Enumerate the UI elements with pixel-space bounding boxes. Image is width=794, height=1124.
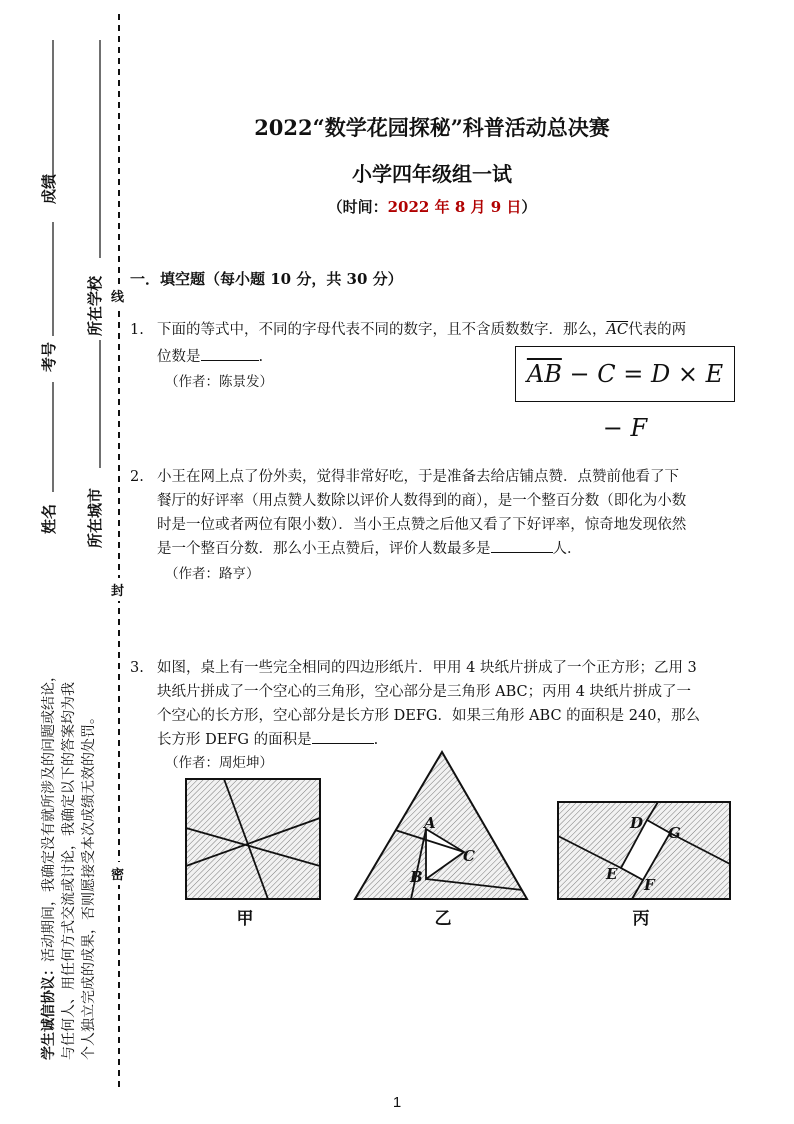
page-number: 1 bbox=[392, 1094, 402, 1111]
q3-answer-blank[interactable] bbox=[312, 729, 374, 744]
caption-bing: 丙 bbox=[632, 909, 650, 929]
q1-author: （作者：陈景发） bbox=[165, 374, 273, 390]
section-heading: 一．填空题（每小题 10 分，共 30 分） bbox=[130, 270, 403, 288]
q2-answer-blank[interactable] bbox=[491, 538, 553, 553]
q3-line-1: 如图，桌上有一些完全相同的四边形纸片．甲用 4 块纸片拼成了一个正方形；乙用 3 bbox=[157, 660, 697, 676]
integrity-line-3: 个人独立完成的成果，否则愿接受本次成绩无效的处罚。 bbox=[81, 710, 97, 1060]
time-suffix: ） bbox=[521, 198, 537, 216]
point-g: G bbox=[668, 824, 681, 842]
exam-title: 2022“数学花园探秘”科普活动总决赛 bbox=[254, 115, 610, 140]
integrity-title: 学生诚信协议： bbox=[41, 962, 57, 1060]
time-prefix: （时间： bbox=[327, 198, 388, 216]
exam-subtitle: 小学四年级组一试 bbox=[352, 162, 512, 186]
q1-text-a: 下面的等式中，不同的字母代表不同的数字，且不含质数数字．那么， bbox=[157, 322, 607, 338]
point-a: A bbox=[424, 814, 436, 832]
integrity-line-1 bbox=[38, 668, 58, 1060]
name-label: 姓名 bbox=[40, 503, 58, 534]
point-c: C bbox=[463, 847, 475, 865]
integrity-line-2: 与任何人、用任何方式交流或讨论，我确定以下的答案均为我 bbox=[61, 682, 77, 1060]
q2-line-1: 小王在网上点了份外卖，觉得非常好吃，于是准备去给店铺点赞．点赞前他看了下 bbox=[157, 469, 679, 485]
seal-mark-line: 线 bbox=[111, 284, 124, 307]
q3-text-end: . bbox=[373, 732, 379, 748]
q1-text-end: . bbox=[258, 349, 264, 365]
q1-text-b: 代表的两 bbox=[628, 322, 687, 338]
exam-time bbox=[0, 196, 794, 217]
time-value: 2022 年 8 月 9 日 bbox=[387, 198, 522, 216]
point-e: E bbox=[606, 865, 618, 883]
q1-number: 1. bbox=[130, 322, 144, 338]
city-label: 所在城市 bbox=[86, 487, 104, 548]
score-label: 成绩 bbox=[40, 173, 58, 204]
q2-text-end: 人． bbox=[552, 541, 582, 557]
q3-number: 3. bbox=[130, 660, 144, 676]
q3-author: （作者：周炬坤） bbox=[165, 755, 273, 771]
school-label: 所在学校 bbox=[86, 275, 104, 336]
q1-line-2 bbox=[157, 345, 263, 369]
q1-ac: $\overline{AC}$ bbox=[606, 322, 629, 338]
seal-mark-secret: 密 bbox=[111, 862, 124, 885]
integrity-text-1: 活动期间，我确定没有就所涉及的问题或结论， bbox=[41, 668, 57, 962]
figure-jia bbox=[186, 779, 320, 899]
q2-line-3: 时是一位或者两位有限小数）．当小王点赞之后他又看了下好评率，惊奇地发现依然 bbox=[157, 517, 687, 533]
figure-yi bbox=[355, 752, 527, 899]
caption-yi: 乙 bbox=[434, 909, 452, 929]
point-b: B bbox=[410, 868, 423, 886]
q3-text-4: 长方形 DEFG 的面积是 bbox=[157, 732, 312, 748]
q1-answer-blank[interactable] bbox=[201, 346, 259, 361]
seal-mark-seal: 封 bbox=[111, 578, 124, 601]
q2-line-4 bbox=[157, 537, 582, 561]
point-f: F bbox=[644, 876, 655, 894]
q2-line-2: 餐厅的好评率（用点赞人数除以评价人数得到的商），是一个整百分数（即化为小数 bbox=[157, 493, 687, 509]
point-d: D bbox=[630, 814, 644, 832]
q2-text-4: 是一个整百分数．那么小王点赞后，评价人数最多是 bbox=[157, 541, 491, 557]
q1-text-c: 位数是 bbox=[157, 349, 201, 365]
q3-line-2: 块纸片拼成了一个空心的三角形，空心部分是三角形 ABC；丙用 4 块纸片拼成了一 bbox=[157, 684, 692, 700]
caption-jia: 甲 bbox=[236, 909, 254, 929]
equation-rest: − C = D × E − F bbox=[561, 360, 724, 442]
equation-ab: $\overline{AB}$ bbox=[526, 360, 562, 388]
q1-line-1 bbox=[157, 318, 757, 342]
q3-line-3: 个空心的长方形，空心部分是长方形 DEFG．如果三角形 ABC 的面积是 240，那么 bbox=[157, 708, 700, 724]
q1-equation-box bbox=[515, 346, 735, 442]
exam-no-label: 考号 bbox=[40, 341, 58, 372]
q2-author: （作者：路亨） bbox=[165, 566, 260, 582]
q2-number: 2. bbox=[130, 469, 144, 485]
